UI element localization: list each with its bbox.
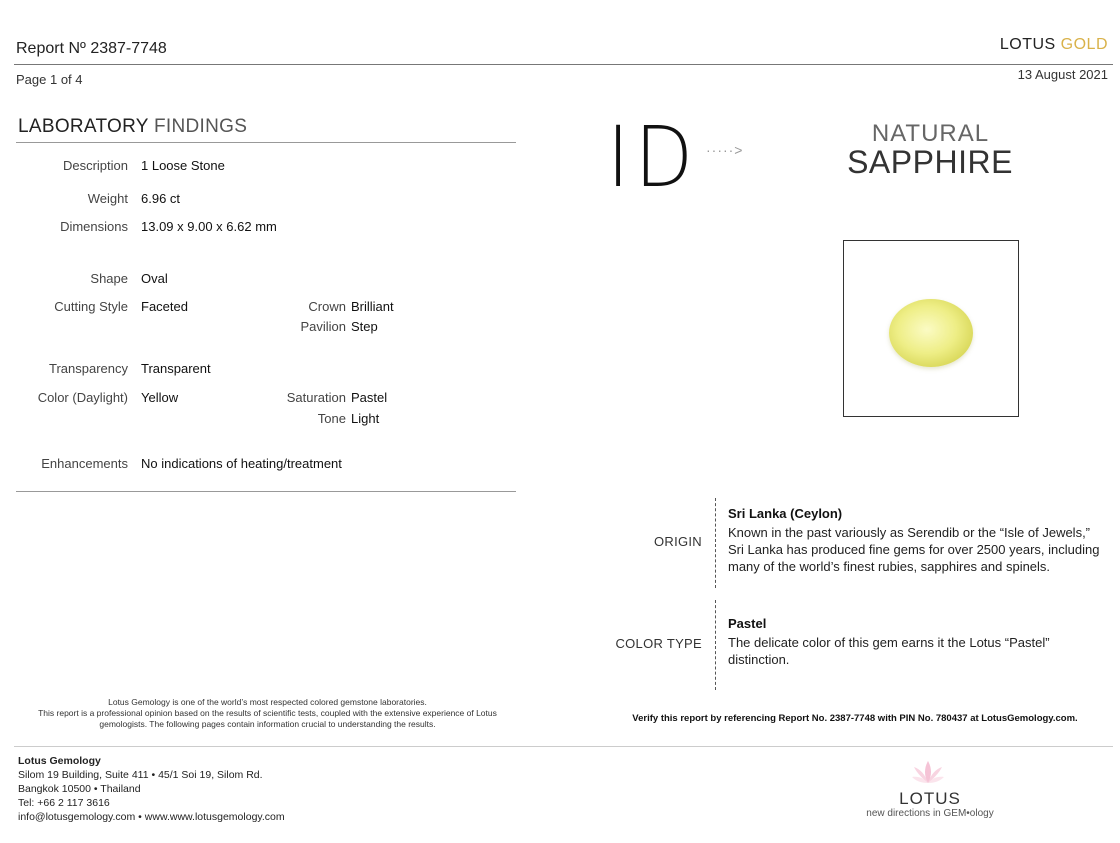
- footer-phone: Tel: +66 2 117 3616: [18, 797, 110, 809]
- dimensions-label: Dimensions: [60, 219, 128, 234]
- shape-label: Shape: [90, 271, 128, 286]
- tone-value: Light: [351, 411, 380, 426]
- lotus-flower-icon: [911, 759, 945, 789]
- footer-address-line1: Silom 19 Building, Suite 411 • 45/1 Soi 19, Silom Rd.: [18, 769, 263, 781]
- brand-accent: GOLD: [1060, 36, 1108, 53]
- cutting-style-value: Faceted: [141, 299, 188, 314]
- identification-line2: SAPPHIRE: [847, 144, 1013, 180]
- page-indicator: Page 1 of 4: [16, 72, 83, 87]
- dimensions-value: 13.09 x 9.00 x 6.62 mm: [141, 219, 277, 234]
- pavilion-label: Pavilion: [300, 319, 346, 334]
- origin-title: Sri Lanka (Ceylon): [728, 506, 843, 521]
- origin-divider: [715, 498, 716, 588]
- footer-address-line2: Bangkok 10500 • Thailand: [18, 783, 141, 795]
- tone-label: Tone: [317, 411, 346, 426]
- enhancements-value: No indications of heating/treatment: [141, 456, 342, 471]
- saturation-label: Saturation: [286, 390, 346, 405]
- origin-body-line: Sri Lanka has produced fine gems for over 2500 years, including: [728, 542, 1100, 557]
- section-divider-top: [16, 142, 516, 143]
- transparency-label: Transparency: [49, 361, 128, 376]
- weight-label: Weight: [87, 191, 128, 206]
- footer-contact[interactable]: info@lotusgemology.com • www.www.lotusgemology.com: [18, 811, 285, 823]
- footer-address: [18, 754, 285, 824]
- footer-divider: [14, 746, 1113, 747]
- color-type-divider: [715, 600, 716, 690]
- color-label: Color (Daylight): [37, 390, 128, 405]
- disclaimer: [16, 697, 519, 730]
- saturation-value: Pastel: [351, 390, 388, 405]
- origin-body: [728, 524, 1099, 575]
- section-title: [18, 116, 247, 138]
- origin-body-line: Known in the past variously as Serendib or the “Isle of Jewels,”: [728, 525, 1091, 540]
- verify-note: Verify this report by referencing Report No. 2387-7748 with PIN No. 780437 at LotusGemology.com.: [632, 713, 1078, 724]
- section-divider-bottom: [16, 491, 516, 492]
- disclaimer-line: This report is a professional opinion based on the results of scientific tests, coupled with the extensive experience of Lotus: [38, 708, 497, 718]
- color-type-title: Pastel: [728, 616, 767, 631]
- gem-photo-frame: [843, 240, 1019, 417]
- crown-value: Brilliant: [351, 299, 394, 314]
- disclaimer-line: Lotus Gemology is one of the world’s most respected colored gemstone laboratories.: [108, 697, 427, 707]
- color-type-body-line: The delicate color of this gem earns it the Lotus “Pastel”: [728, 635, 1050, 650]
- gem-image: [889, 299, 973, 367]
- report-date: 13 August 2021: [1017, 67, 1108, 82]
- header-divider: [14, 64, 1113, 65]
- identification-line1: NATURAL: [871, 120, 990, 147]
- logo-tagline: new directions in GEM•ology: [866, 808, 994, 819]
- footer-company: Lotus Gemology: [18, 755, 101, 767]
- enhancements-label: Enhancements: [41, 456, 128, 471]
- shape-value: Oval: [141, 271, 168, 286]
- disclaimer-line: gemologists. The following pages contain information crucial to understanding the results.: [99, 719, 436, 729]
- report-number: Report Nº 2387-7748: [16, 40, 167, 57]
- color-type-body-line: distinction.: [728, 652, 790, 667]
- description-label: Description: [62, 158, 128, 173]
- color-value: Yellow: [141, 390, 179, 405]
- origin-body-line: many of the world’s finest rubies, sapphires and spinels.: [728, 559, 1051, 574]
- dotted-arrow-icon: ·····>: [706, 142, 744, 158]
- crown-label: Crown: [308, 299, 346, 314]
- brand-main: LOTUS: [999, 36, 1056, 53]
- description-value: 1 Loose Stone: [141, 158, 225, 173]
- logo-wordmark: LOTUS: [899, 789, 961, 808]
- color-type-label: COLOR TYPE: [615, 636, 702, 651]
- weight-value: 6.96 ct: [141, 191, 181, 206]
- section-title-bold: LABORATORY: [18, 116, 149, 137]
- origin-label: ORIGIN: [653, 534, 702, 549]
- color-type-body: [728, 634, 1050, 668]
- pavilion-value: Step: [351, 319, 378, 334]
- cutting-style-label: Cutting Style: [54, 299, 128, 314]
- section-title-light: FINDINGS: [154, 116, 248, 137]
- brand-title: [1000, 36, 1108, 54]
- transparency-value: Transparent: [141, 361, 211, 376]
- id-mark: ID: [607, 108, 699, 206]
